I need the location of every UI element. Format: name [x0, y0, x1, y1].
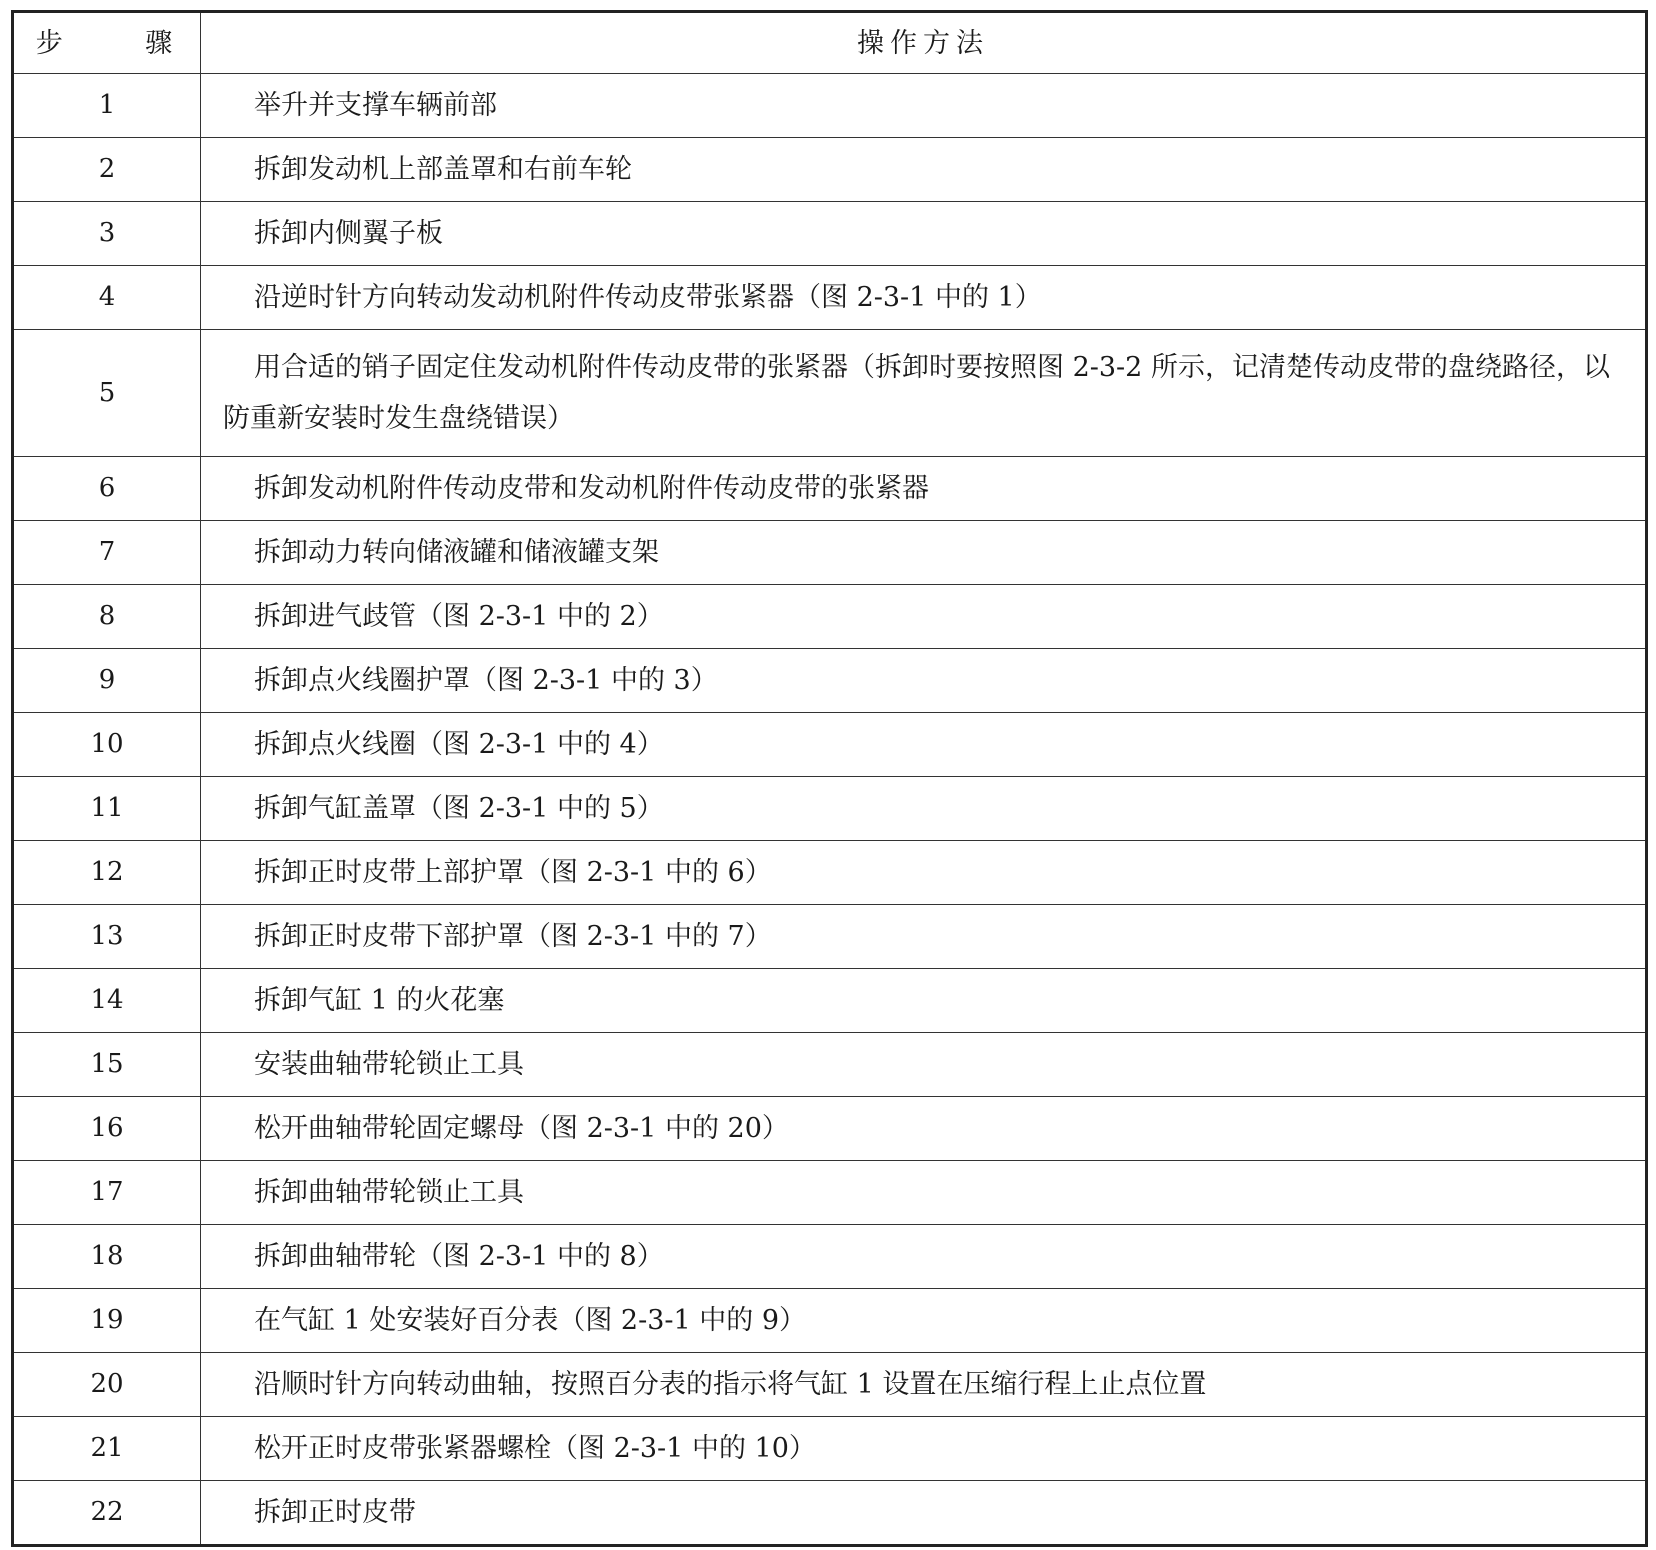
step-method: 拆卸正时皮带上部护罩（图 2-3-1 中的 6）	[201, 841, 1647, 905]
step-method: 拆卸动力转向储液罐和储液罐支架	[201, 521, 1647, 585]
step-method: 安装曲轴带轮锁止工具	[201, 1033, 1647, 1097]
table-row	[13, 521, 1647, 585]
step-method: 松开曲轴带轮固定螺母（图 2-3-1 中的 20）	[201, 1097, 1647, 1161]
table-row	[13, 585, 1647, 649]
header-step: 步 骤	[13, 12, 201, 74]
step-number: 1	[13, 74, 201, 138]
step-method: 在气缸 1 处安装好百分表（图 2-3-1 中的 9）	[201, 1289, 1647, 1353]
table-row	[13, 266, 1647, 330]
table-row	[13, 74, 1647, 138]
table-row	[13, 202, 1647, 266]
step-method: 拆卸发动机上部盖罩和右前车轮	[201, 138, 1647, 202]
step-number: 15	[13, 1033, 201, 1097]
step-number: 19	[13, 1289, 201, 1353]
step-method: 拆卸正时皮带	[201, 1481, 1647, 1546]
step-number: 14	[13, 969, 201, 1033]
step-number: 4	[13, 266, 201, 330]
table-row	[13, 713, 1647, 777]
header-row	[13, 12, 1647, 74]
step-number: 22	[13, 1481, 201, 1546]
step-number: 5	[13, 330, 201, 457]
step-number: 2	[13, 138, 201, 202]
step-number: 18	[13, 1225, 201, 1289]
step-method: 拆卸点火线圈（图 2-3-1 中的 4）	[201, 713, 1647, 777]
table-row	[13, 905, 1647, 969]
step-method: 拆卸内侧翼子板	[201, 202, 1647, 266]
table-row	[13, 1353, 1647, 1417]
table-row	[13, 1289, 1647, 1353]
step-method: 拆卸气缸盖罩（图 2-3-1 中的 5）	[201, 777, 1647, 841]
table-row	[13, 1033, 1647, 1097]
table-row	[13, 1097, 1647, 1161]
step-method: 拆卸点火线圈护罩（图 2-3-1 中的 3）	[201, 649, 1647, 713]
step-method: 沿顺时针方向转动曲轴，按照百分表的指示将气缸 1 设置在压缩行程上止点位置	[201, 1353, 1647, 1417]
step-method: 拆卸曲轴带轮锁止工具	[201, 1161, 1647, 1225]
table-row	[13, 1225, 1647, 1289]
step-method: 拆卸进气歧管（图 2-3-1 中的 2）	[201, 585, 1647, 649]
step-number: 13	[13, 905, 201, 969]
table-row	[13, 1481, 1647, 1546]
step-method: 拆卸曲轴带轮（图 2-3-1 中的 8）	[201, 1225, 1647, 1289]
table-row	[13, 649, 1647, 713]
table-row	[13, 841, 1647, 905]
table-row	[13, 1161, 1647, 1225]
step-number: 7	[13, 521, 201, 585]
procedure-table	[11, 10, 1648, 1547]
step-method: 拆卸发动机附件传动皮带和发动机附件传动皮带的张紧器	[201, 457, 1647, 521]
step-method: 沿逆时针方向转动发动机附件传动皮带张紧器（图 2-3-1 中的 1）	[201, 266, 1647, 330]
step-number: 11	[13, 777, 201, 841]
step-number: 16	[13, 1097, 201, 1161]
step-method: 拆卸正时皮带下部护罩（图 2-3-1 中的 7）	[201, 905, 1647, 969]
step-method: 举升并支撑车辆前部	[201, 74, 1647, 138]
step-number: 12	[13, 841, 201, 905]
step-number: 10	[13, 713, 201, 777]
table-row	[13, 1417, 1647, 1481]
step-number: 6	[13, 457, 201, 521]
table-row	[13, 457, 1647, 521]
step-method: 用合适的销子固定住发动机附件传动皮带的张紧器（拆卸时要按照图 2-3-2 所示，记清楚传动皮带的盘绕路径，以防重新安装时发生盘绕错误）	[201, 330, 1647, 457]
procedure-rows	[13, 74, 1647, 1546]
step-number: 9	[13, 649, 201, 713]
step-method: 松开正时皮带张紧器螺栓（图 2-3-1 中的 10）	[201, 1417, 1647, 1481]
table-row	[13, 969, 1647, 1033]
step-number: 8	[13, 585, 201, 649]
header-method: 操作方法	[201, 12, 1647, 74]
step-number: 21	[13, 1417, 201, 1481]
table-row	[13, 330, 1647, 457]
step-number: 3	[13, 202, 201, 266]
step-number: 20	[13, 1353, 201, 1417]
step-number: 17	[13, 1161, 201, 1225]
procedure-table-container	[11, 10, 1645, 1547]
table-row	[13, 777, 1647, 841]
step-method: 拆卸气缸 1 的火花塞	[201, 969, 1647, 1033]
table-row	[13, 138, 1647, 202]
